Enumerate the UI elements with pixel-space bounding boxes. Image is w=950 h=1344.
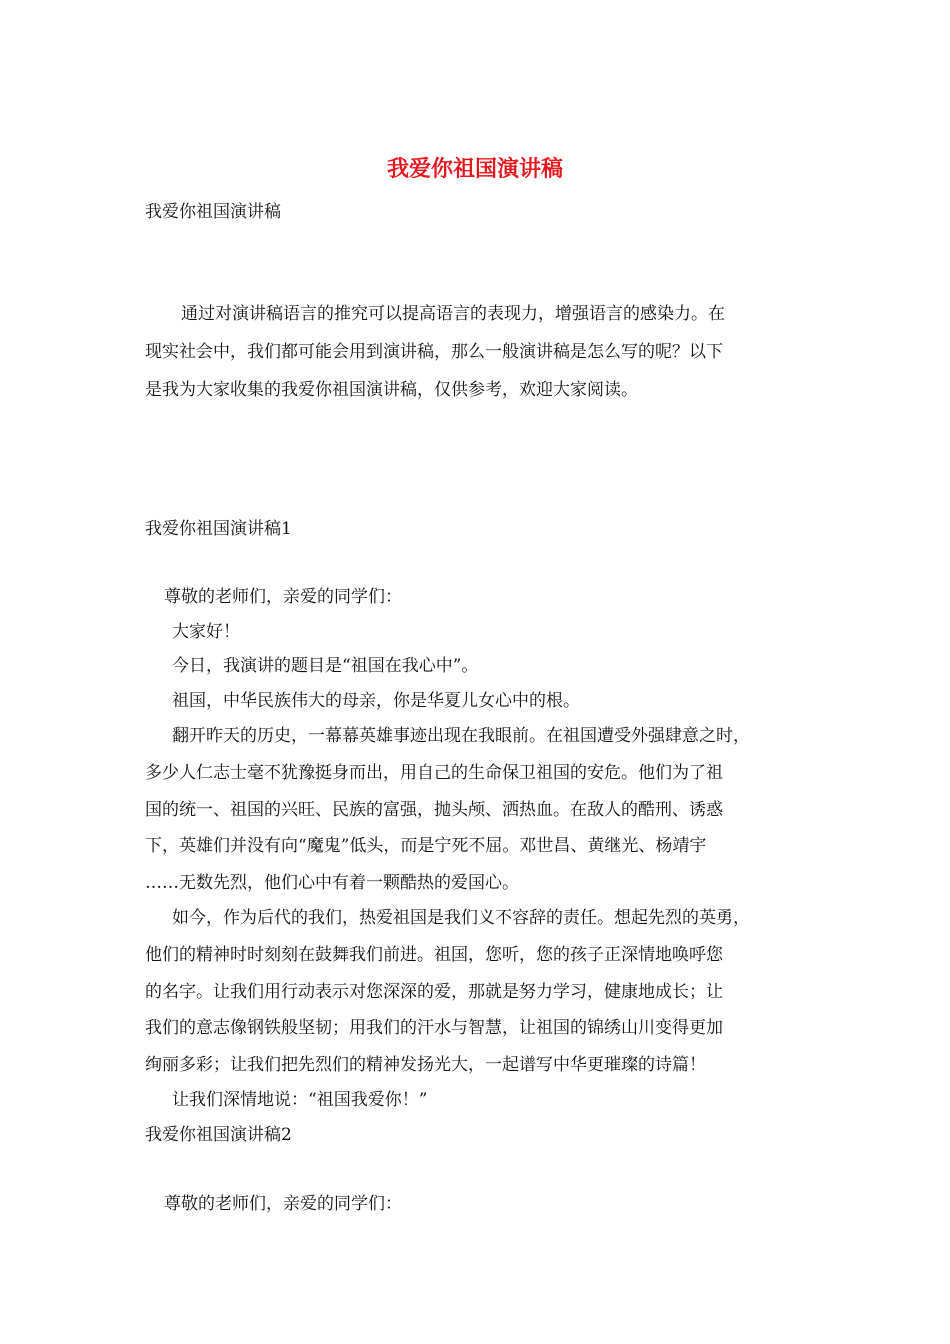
section-1-line: 让我们深情地说：“祖国我爱你！” xyxy=(172,1090,428,1110)
section-1-salutation: 尊敬的老师们，亲爱的同学们： xyxy=(164,587,402,607)
section-1-line: 的名字。让我们用行动表示对您深深的爱，那就是努力学习，健康地成长；让 xyxy=(145,982,723,1002)
section-1-line: 绚丽多彩；让我们把先烈们的精神发扬光大，一起谱写中华更璀璨的诗篇！ xyxy=(145,1055,706,1075)
section-2-salutation: 尊敬的老师们，亲爱的同学们： xyxy=(164,1194,402,1214)
section-1-line: 今日，我演讲的题目是“祖国在我心中”。 xyxy=(172,656,479,676)
section-1-line: 大家好！ xyxy=(172,622,240,642)
section-2-heading: 我爱你祖国演讲稿2 xyxy=(145,1125,292,1145)
section-1-line: 如今，作为后代的我们，热爱祖国是我们义不容辞的责任。想起先烈的英勇， xyxy=(172,908,750,928)
section-1-heading: 我爱你祖国演讲稿1 xyxy=(145,519,292,539)
intro-line-2: 现实社会中，我们都可能会用到演讲稿，那么一般演讲稿是怎么写的呢？以下 xyxy=(145,342,723,362)
section-1-line: 多少人仁志士毫不犹豫挺身而出，用自己的生命保卫祖国的安危。他们为了祖 xyxy=(145,763,723,783)
section-1-line: 祖国，中华民族伟大的母亲，你是华夏儿女心中的根。 xyxy=(172,691,580,711)
section-1-line: 翻开昨天的历史，一幕幕英雄事迹出现在我眼前。在祖国遭受外强肆意之时， xyxy=(172,726,750,746)
section-1-line: 国的统一、祖国的兴旺、民族的富强，抛头颅、洒热血。在敌人的酷刑、诱惑 xyxy=(145,800,723,820)
document-subtitle: 我爱你祖国演讲稿 xyxy=(145,202,281,222)
intro-line-3: 是我为大家收集的我爱你祖国演讲稿，仅供参考，欢迎大家阅读。 xyxy=(145,380,638,400)
section-1-line: 下，英雄们并没有向“魔鬼”低头，而是宁死不屈。邓世昌、黄继光、杨靖宇 xyxy=(145,836,707,856)
section-1-line: 我们的意志像钢铁般坚韧；用我们的汗水与智慧，让祖国的锦绣山川变得更加 xyxy=(145,1018,723,1038)
intro-line-1: 通过对演讲稿语言的推究可以提高语言的表现力，增强语言的感染力。在 xyxy=(181,304,725,324)
section-1-line: ……无数先烈，他们心中有着一颗酷热的爱国心。 xyxy=(145,873,519,893)
document-title: 我爱你祖国演讲稿 xyxy=(386,156,563,182)
section-1-line: 他们的精神时时刻刻在鼓舞我们前进。祖国，您听，您的孩子正深情地唤呼您 xyxy=(145,945,723,965)
